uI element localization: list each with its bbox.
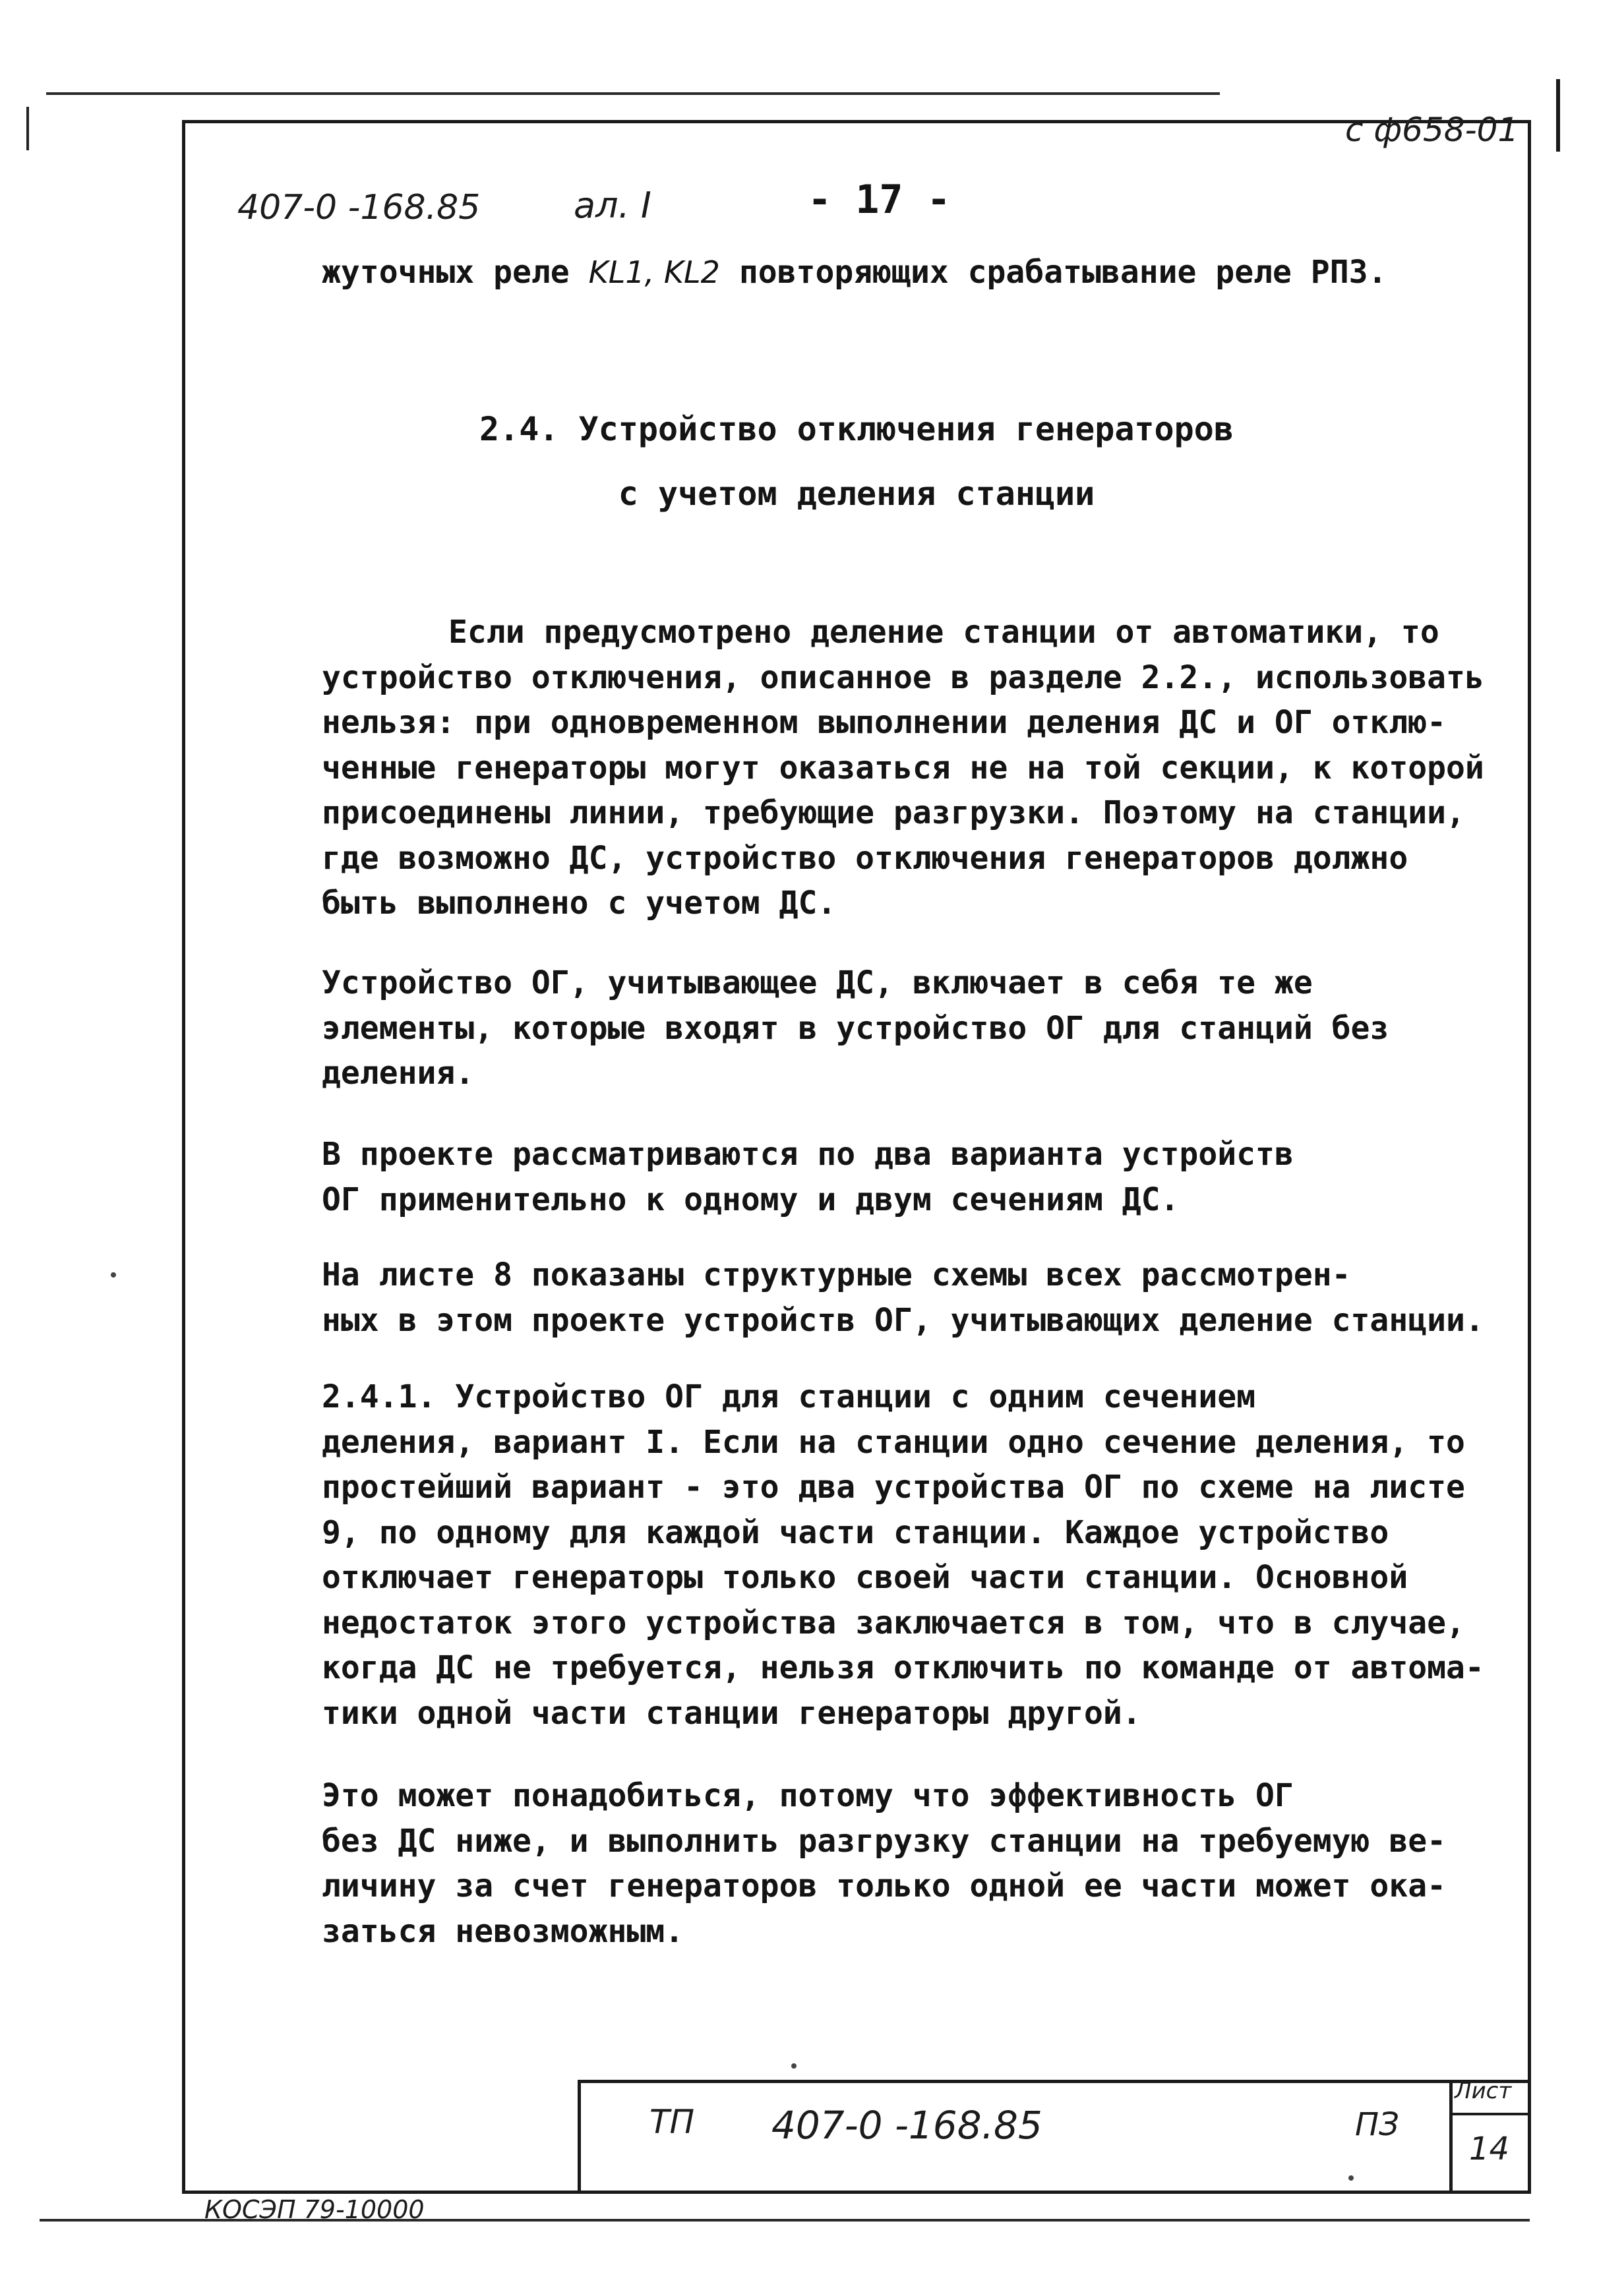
paragraph-line: деления, вариант I. Если на станции одно сечение деления, то xyxy=(322,1423,1465,1461)
paragraph-6 xyxy=(322,1773,1482,1954)
paragraph-5 xyxy=(322,1374,1482,1736)
paragraph-line: ных в этом проекте устройств ОГ, учитывающих деление станции. xyxy=(322,1301,1484,1339)
paragraph-line: недостаток этого устройства заключается в том, что в случае, xyxy=(322,1604,1465,1641)
paragraph-line: элементы, которые входят в устройство ОГ для станций без xyxy=(322,1009,1389,1047)
paragraph-line: присоединены линии, требующие разгрузки. Поэтому на станции, xyxy=(322,794,1465,831)
continuation-prefix: жуточных реле xyxy=(322,254,589,291)
title-block-tp-label: ТП xyxy=(649,2103,695,2141)
section-heading-line-2: с учетом деления станции xyxy=(618,475,1095,513)
paragraph-line: заться невозможным. xyxy=(322,1912,684,1950)
paragraph-line: деления. xyxy=(322,1055,475,1092)
paragraph-2 xyxy=(322,960,1482,1096)
title-block-section-code: ПЗ xyxy=(1355,2106,1399,2143)
paragraph-line: личину за счет генераторов только одной ее части может ока- xyxy=(322,1868,1447,1904)
continuation-suffix: повторяющих срабатывание реле РПЗ. xyxy=(719,254,1387,291)
paragraph-line: 2.4.1. Устройство ОГ для станции с одним сечением xyxy=(322,1378,1256,1415)
paragraph-line: ченные генераторы могут оказаться не на той секции, к которой xyxy=(322,749,1484,786)
document-code-top: с ф658-01 xyxy=(1345,111,1519,149)
paragraph-line: На листе 8 показаны структурные схемы всех рассмотрен- xyxy=(322,1256,1351,1293)
paragraph-line: тики одной части станции генераторы другой. xyxy=(322,1694,1141,1732)
paragraph-line: устройство отключения, описанное в разделе 2.2., использовать xyxy=(322,659,1484,696)
paragraph-line: Если предусмотрено деление станции от автоматики, то xyxy=(448,614,1439,651)
handwritten-relay-labels: KL1, KL2 xyxy=(588,254,720,290)
paragraph-1 xyxy=(322,610,1482,926)
paragraph-line: 9, по одному для каждой части станции. Каждое устройство xyxy=(322,1514,1389,1551)
paragraph-4 xyxy=(322,1252,1482,1343)
paragraph-line: простейший вариант - это два устройства ОГ по схеме на листе xyxy=(322,1469,1465,1506)
paragraph-line: Устройство ОГ, учитывающее ДС, включает в себя те же xyxy=(322,964,1313,1001)
paragraph-line: Это может понадобиться, потому что эффективность ОГ xyxy=(322,1777,1294,1814)
page-number: - 17 - xyxy=(808,177,951,223)
paragraph-line: В проекте рассматриваются по два варианта устройств xyxy=(322,1136,1294,1173)
paragraph-line: когда ДС не требуется, нельзя отключить по команде от автома- xyxy=(322,1649,1484,1686)
title-block-document-number: 407-0 -168.85 xyxy=(771,2103,1042,2148)
continuation-line xyxy=(322,254,1387,291)
header-sheet-reference: ал. I xyxy=(574,185,651,226)
paragraph-line: ОГ применительно к одному и двум сечениям ДС. xyxy=(322,1181,1180,1218)
scan-speck xyxy=(791,2063,797,2069)
top-border-line xyxy=(46,92,1220,95)
title-block-divider xyxy=(1449,2080,1453,2194)
right-margin-mark xyxy=(1556,79,1560,152)
paragraph-line: без ДС ниже, и выполнить разгрузку станции на требуемую ве- xyxy=(322,1822,1447,1860)
form-code: КОСЭП 79-10000 xyxy=(204,2195,425,2224)
title-block-divider xyxy=(1453,2113,1531,2115)
paragraph-3 xyxy=(322,1132,1482,1222)
title-block-sheet-label: Лист xyxy=(1455,2078,1512,2104)
paragraph-line: где возможно ДС, устройство отключения генераторов должно xyxy=(322,839,1408,877)
scan-speck xyxy=(111,1272,116,1278)
left-margin-mark xyxy=(26,107,29,150)
title-block-sheet-number: 14 xyxy=(1469,2131,1510,2167)
header-document-number: 407-0 -168.85 xyxy=(237,188,481,227)
paragraph-line: нельзя: при одновременном выполнении деления ДС и ОГ отклю- xyxy=(322,704,1447,741)
section-heading-line-1: 2.4. Устройство отключения генераторов xyxy=(479,410,1234,448)
paragraph-line: быть выполнено с учетом ДС. xyxy=(322,885,837,922)
paragraph-line: отключает генераторы только своей части станции. Основной xyxy=(322,1559,1408,1596)
